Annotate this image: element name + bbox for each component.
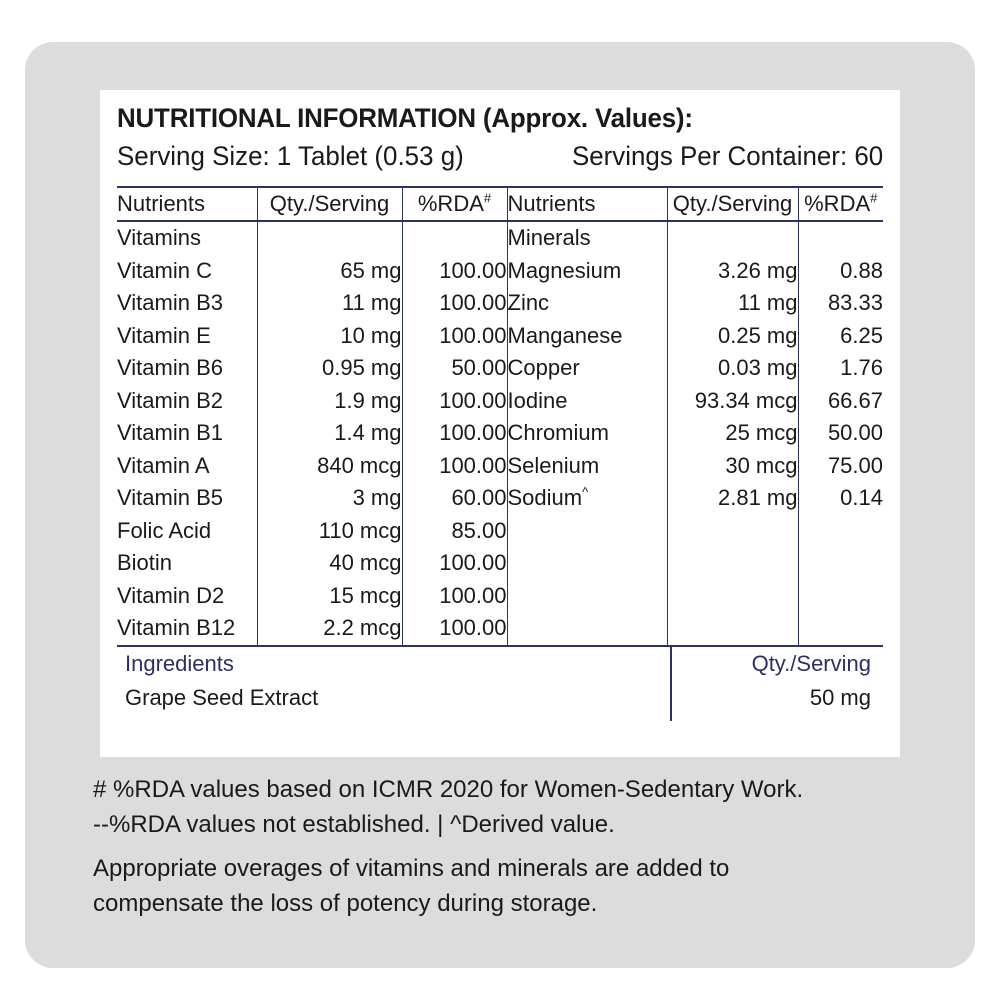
mineral-name: Magnesium: [507, 255, 667, 288]
nutrient-name: Vitamin D2: [117, 582, 225, 608]
mineral-name: Copper: [507, 352, 667, 385]
mineral-qty: 11 mg: [667, 287, 798, 320]
mineral-rda: [798, 515, 883, 548]
nutrition-label-card: [25, 42, 975, 968]
mineral-rda: 66.67: [798, 385, 883, 418]
nutrient-rda: 100.00: [402, 547, 507, 580]
table-row: [117, 547, 883, 580]
nutrient-rda: 100.00: [402, 385, 507, 418]
nutrient-rda: 100.00: [402, 320, 507, 353]
nutrient-qty: 1.9 mg: [257, 385, 402, 418]
header-nutrients-left: Nutrients: [117, 187, 257, 222]
nutrient-name: Folic Acid: [117, 517, 212, 543]
mineral-qty: 93.34 mcg: [667, 385, 798, 418]
nutrient-rda: 100.00: [402, 255, 507, 288]
table-row: [117, 352, 883, 385]
category-label-vitamins: Vitamins: [117, 225, 201, 251]
mineral-qty: 25 mcg: [667, 417, 798, 450]
mineral-rda: 50.00: [798, 417, 883, 450]
nutrient-rda: 100.00: [402, 417, 507, 450]
mineral-qty: 0.03 mg: [667, 352, 798, 385]
mineral-rda: [798, 547, 883, 580]
header-rda-right-text: %RDA: [804, 190, 871, 216]
mineral-qty: 30 mcg: [667, 450, 798, 483]
footnote-not-established: --%RDA values not established. | ^Derived value.: [93, 811, 615, 838]
header-rda-right-sup: #: [870, 190, 878, 206]
derived-value-marker: ^: [582, 484, 589, 500]
mineral-qty: [667, 580, 798, 613]
table-row: [117, 515, 883, 548]
mineral-qty: [667, 612, 798, 646]
mineral-rda: 0.88: [798, 255, 883, 288]
mineral-name: Sodium^: [507, 482, 667, 515]
nutrient-qty: 15 mcg: [257, 580, 402, 613]
table-row: [117, 255, 883, 288]
table-row: [117, 417, 883, 450]
mineral-rda: [798, 612, 883, 646]
table-row: [117, 482, 883, 515]
category-rda-spacer-right: [798, 221, 883, 255]
nutrient-name: Biotin: [117, 550, 173, 576]
nutrient-name: Vitamin B12: [117, 612, 257, 646]
nutrient-qty: 3 mg: [257, 482, 402, 515]
nutrient-rda: 100.00: [402, 450, 507, 483]
footnote-rda-basis: # %RDA values based on ICMR 2020 for Women-Sedentary Work.: [93, 776, 804, 803]
header-nutrients-right: Nutrients: [507, 187, 667, 222]
mineral-qty: 0.25 mg: [667, 320, 798, 353]
table-row: [117, 450, 883, 483]
mineral-name: [507, 612, 667, 646]
nutrient-qty: 10 mg: [257, 320, 402, 353]
table-row: [117, 580, 883, 613]
mineral-name: Iodine: [507, 385, 667, 418]
category-rda-spacer-left: [402, 221, 507, 255]
mineral-name: [507, 547, 667, 580]
nutrition-panel: [100, 90, 900, 757]
nutrient-name: Vitamin B3: [117, 290, 223, 316]
table-row: [117, 320, 883, 353]
nutrient-qty: 110 mcg: [257, 515, 402, 548]
mineral-rda: [798, 580, 883, 613]
mineral-qty: 2.81 mg: [667, 482, 798, 515]
nutrition-table: [117, 186, 883, 647]
ingredients-label: Ingredients: [125, 650, 234, 676]
category-qty-spacer-left: [257, 221, 402, 255]
nutrient-qty: 65 mg: [257, 255, 402, 288]
table-row: [117, 287, 883, 320]
page-title: NUTRITIONAL INFORMATION (Approx. Values):: [117, 103, 693, 133]
nutrient-rda: 100.00: [402, 287, 507, 320]
nutrient-qty: 40 mcg: [257, 547, 402, 580]
mineral-name: Zinc: [507, 287, 667, 320]
ingredient-item-qty: 50 mg: [809, 684, 871, 710]
mineral-name: [507, 515, 667, 548]
header-rda-left: [402, 187, 507, 222]
nutrient-rda: 100.00: [402, 612, 507, 646]
table-row: [117, 612, 883, 646]
nutrient-qty: 840 mcg: [257, 450, 402, 483]
table-category-row: [117, 221, 883, 255]
serving-row: [117, 141, 883, 173]
header-rda-left-sup: #: [483, 190, 492, 206]
nutrient-name: Vitamin B5: [117, 485, 223, 511]
mineral-qty: [667, 547, 798, 580]
table-header-row: [117, 187, 883, 222]
nutrition-table-body: [117, 221, 883, 646]
category-qty-spacer-right: [667, 221, 798, 255]
serving-size: Serving Size: 1 Tablet (0.53 g): [117, 140, 464, 171]
mineral-rda: 0.14: [798, 482, 883, 515]
footnote-overages: Appropriate overages of vitamins and minerals are added to compensate the loss of potency during storage.: [93, 855, 730, 917]
mineral-name: Manganese: [507, 320, 667, 353]
servings-per-container: Servings Per Container: 60: [571, 140, 883, 171]
ingredients-section: [117, 647, 883, 721]
header-qty-left: Qty./Serving: [257, 187, 402, 222]
mineral-rda: 75.00: [798, 450, 883, 483]
nutrient-name: Vitamin E: [117, 322, 211, 348]
header-qty-right: Qty./Serving: [667, 187, 798, 222]
nutrient-name: Vitamin B6: [117, 355, 223, 381]
mineral-qty: [667, 515, 798, 548]
nutrient-qty: 1.4 mg: [257, 417, 402, 450]
ingredients-divider: [670, 647, 672, 721]
mineral-rda: 1.76: [798, 352, 883, 385]
nutrition-table-wrap: [100, 186, 900, 647]
title-block: [100, 90, 900, 173]
header-rda-left-text: %RDA: [417, 190, 484, 216]
nutrient-qty: 11 mg: [257, 287, 402, 320]
mineral-rda: 6.25: [798, 320, 883, 353]
nutrient-rda: 85.00: [402, 515, 507, 548]
nutrient-rda: 60.00: [402, 482, 507, 515]
nutrient-qty: 0.95 mg: [257, 352, 402, 385]
mineral-name: [507, 580, 667, 613]
header-rda-right: [798, 187, 883, 222]
ingredient-item-name: Grape Seed Extract: [125, 684, 319, 710]
nutrient-name: Vitamin B2: [117, 387, 223, 413]
nutrient-rda: 50.00: [402, 352, 507, 385]
nutrient-name: Vitamin B1: [117, 420, 223, 446]
nutrient-rda: 100.00: [402, 580, 507, 613]
nutrient-name: Vitamin C: [117, 257, 212, 283]
nutrient-qty: 2.2 mcg: [257, 612, 402, 646]
mineral-name: Selenium: [507, 450, 667, 483]
nutrient-name: Vitamin A: [117, 452, 210, 478]
ingredients-qty-header: Qty./Serving: [751, 650, 871, 676]
mineral-name: Chromium: [507, 417, 667, 450]
category-label-minerals: Minerals: [507, 221, 667, 255]
mineral-rda: 83.33: [798, 287, 883, 320]
footnotes-block: [93, 772, 953, 921]
mineral-qty: 3.26 mg: [667, 255, 798, 288]
table-row: [117, 385, 883, 418]
